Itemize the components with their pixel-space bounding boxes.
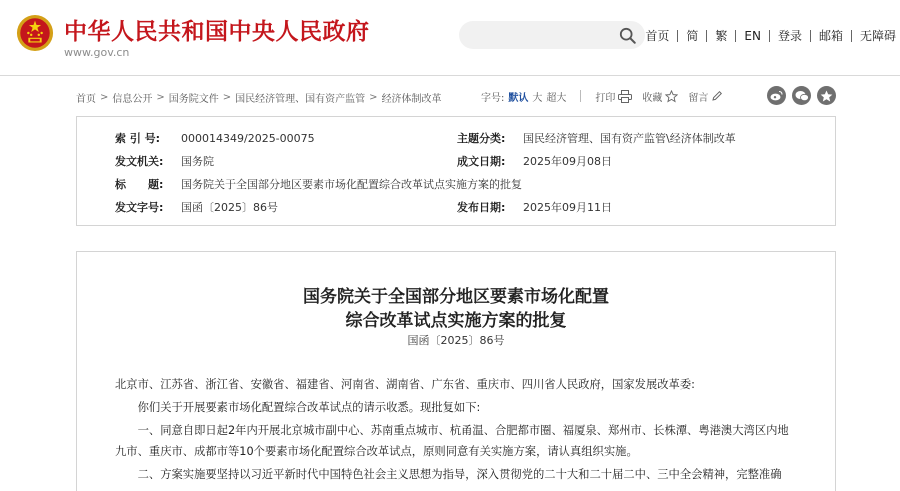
document-title-line-2: 综合改革试点实施方案的批复 bbox=[345, 311, 567, 331]
meta-category-label: 主题分类: bbox=[457, 132, 506, 145]
chevron-right-icon: > bbox=[156, 92, 165, 103]
nav-simplified[interactable]: 简 bbox=[686, 29, 699, 43]
meta-doc-number bbox=[115, 199, 278, 215]
qzone-share-icon[interactable] bbox=[817, 86, 836, 105]
meta-category bbox=[457, 130, 736, 146]
chevron-right-icon: > bbox=[369, 92, 378, 103]
site-url: www.gov.cn bbox=[64, 46, 130, 59]
document-paragraph-3: 二、方案实施要坚持以习近平新时代中国特色社会主义思想为指导，深入贯彻党的二十大和二十届二中、三中全会精神，完整准确 bbox=[137, 468, 782, 481]
font-size-xlarge[interactable]: 超大 bbox=[546, 92, 567, 104]
article-tools bbox=[481, 87, 733, 105]
comment-button[interactable] bbox=[688, 89, 723, 104]
print-label: 打印 bbox=[595, 92, 616, 104]
nav-traditional[interactable]: 繁 bbox=[715, 29, 728, 43]
breadcrumb-home[interactable]: 首页 bbox=[76, 94, 96, 105]
breadcrumb-reform[interactable]: 经济体制改革 bbox=[381, 94, 442, 105]
star-icon bbox=[665, 90, 678, 103]
nav-accessibility[interactable]: 无障碍 bbox=[859, 29, 896, 43]
document-paragraph-2: 一、同意自即日起2年内开展北京城市副中心、苏南重点城市、杭甬温、合肥都市圈、福厦泉、郑州市、长株潭、粤港澳大湾区内地九市、重庆市、成都市等10个要素市场化配置综合改革试点，原则同意有关实施方案，请认真组织实施。 bbox=[115, 424, 789, 458]
meta-publish-date-value: 2025年09月11日 bbox=[523, 201, 612, 214]
meta-written-date-label: 成文日期: bbox=[457, 155, 506, 168]
document-number: 国函〔2025〕86号 bbox=[407, 334, 505, 347]
favorite-label: 收藏 bbox=[642, 92, 663, 104]
nav-english[interactable]: EN bbox=[744, 28, 761, 43]
document-metadata-table bbox=[76, 116, 836, 226]
meta-issuer bbox=[115, 153, 214, 169]
chevron-right-icon: > bbox=[100, 92, 109, 103]
share-bar bbox=[767, 86, 836, 105]
document-title-line-1: 国务院关于全国部分地区要素市场化配置 bbox=[303, 287, 609, 307]
document-body bbox=[76, 251, 836, 491]
search-icon[interactable] bbox=[619, 27, 637, 45]
meta-title bbox=[115, 176, 522, 192]
meta-title-label: 标 题: bbox=[115, 178, 164, 191]
nav-divider bbox=[851, 30, 852, 42]
meta-category-value: 国民经济管理、国有资产监管\经济体制改革 bbox=[523, 132, 736, 145]
nav-divider bbox=[735, 30, 736, 42]
printer-icon bbox=[618, 90, 632, 103]
breadcrumb bbox=[76, 90, 442, 105]
search-input[interactable] bbox=[459, 21, 645, 49]
breadcrumb-state-council-docs[interactable]: 国务院文件 bbox=[168, 94, 219, 105]
font-size-default[interactable]: 默认 bbox=[508, 92, 529, 104]
document-paragraph-addressee: 北京市、江苏省、浙江省、安徽省、福建省、河南省、湖南省、广东省、重庆市、四川省人民政府，国家发展改革委: bbox=[115, 378, 695, 391]
nav-home[interactable]: 首页 bbox=[645, 29, 670, 43]
pencil-icon bbox=[711, 90, 723, 102]
national-emblem-icon[interactable] bbox=[16, 14, 54, 52]
meta-issuer-label: 发文机关: bbox=[115, 155, 164, 168]
meta-publish-date bbox=[457, 199, 612, 215]
wechat-share-icon[interactable] bbox=[792, 86, 811, 105]
meta-written-date bbox=[457, 153, 612, 169]
site-header bbox=[0, 0, 900, 76]
weibo-share-icon[interactable] bbox=[767, 86, 786, 105]
nav-divider bbox=[810, 30, 811, 42]
meta-index-label: 索 引 号: bbox=[115, 132, 161, 145]
site-title[interactable]: 中华人民共和国中央人民政府 bbox=[64, 19, 370, 45]
comment-label: 留言 bbox=[688, 92, 709, 104]
meta-index-value: 000014349/2025-00075 bbox=[181, 132, 315, 145]
tools-divider bbox=[580, 90, 581, 102]
top-nav bbox=[645, 27, 896, 44]
meta-written-date-value: 2025年09月08日 bbox=[523, 155, 612, 168]
favorite-button[interactable] bbox=[642, 89, 678, 104]
print-button[interactable] bbox=[595, 89, 632, 104]
nav-divider bbox=[706, 30, 707, 42]
font-size-large[interactable]: 大 bbox=[532, 92, 543, 104]
chevron-right-icon: > bbox=[222, 92, 232, 103]
meta-doc-number-value: 国函〔2025〕86号 bbox=[181, 201, 278, 214]
meta-issuer-value: 国务院 bbox=[181, 155, 214, 168]
nav-login[interactable]: 登录 bbox=[777, 29, 802, 43]
document-paragraph-1: 你们关于开展要素市场化配置综合改革试点的请示收悉。现批复如下: bbox=[137, 401, 481, 414]
breadcrumb-info-disclosure[interactable]: 信息公开 bbox=[112, 94, 153, 105]
meta-index bbox=[115, 130, 315, 146]
nav-mailbox[interactable]: 邮箱 bbox=[818, 29, 843, 43]
meta-title-value: 国务院关于全国部分地区要素市场化配置综合改革试点实施方案的批复 bbox=[181, 178, 522, 191]
nav-divider bbox=[677, 30, 678, 42]
font-size-label: 字号: bbox=[481, 92, 505, 104]
meta-doc-number-label: 发文字号: bbox=[115, 201, 164, 214]
meta-publish-date-label: 发布日期: bbox=[457, 201, 506, 214]
breadcrumb-economy[interactable]: 国民经济管理、国有资产监管 bbox=[235, 94, 366, 105]
nav-divider bbox=[769, 30, 770, 42]
